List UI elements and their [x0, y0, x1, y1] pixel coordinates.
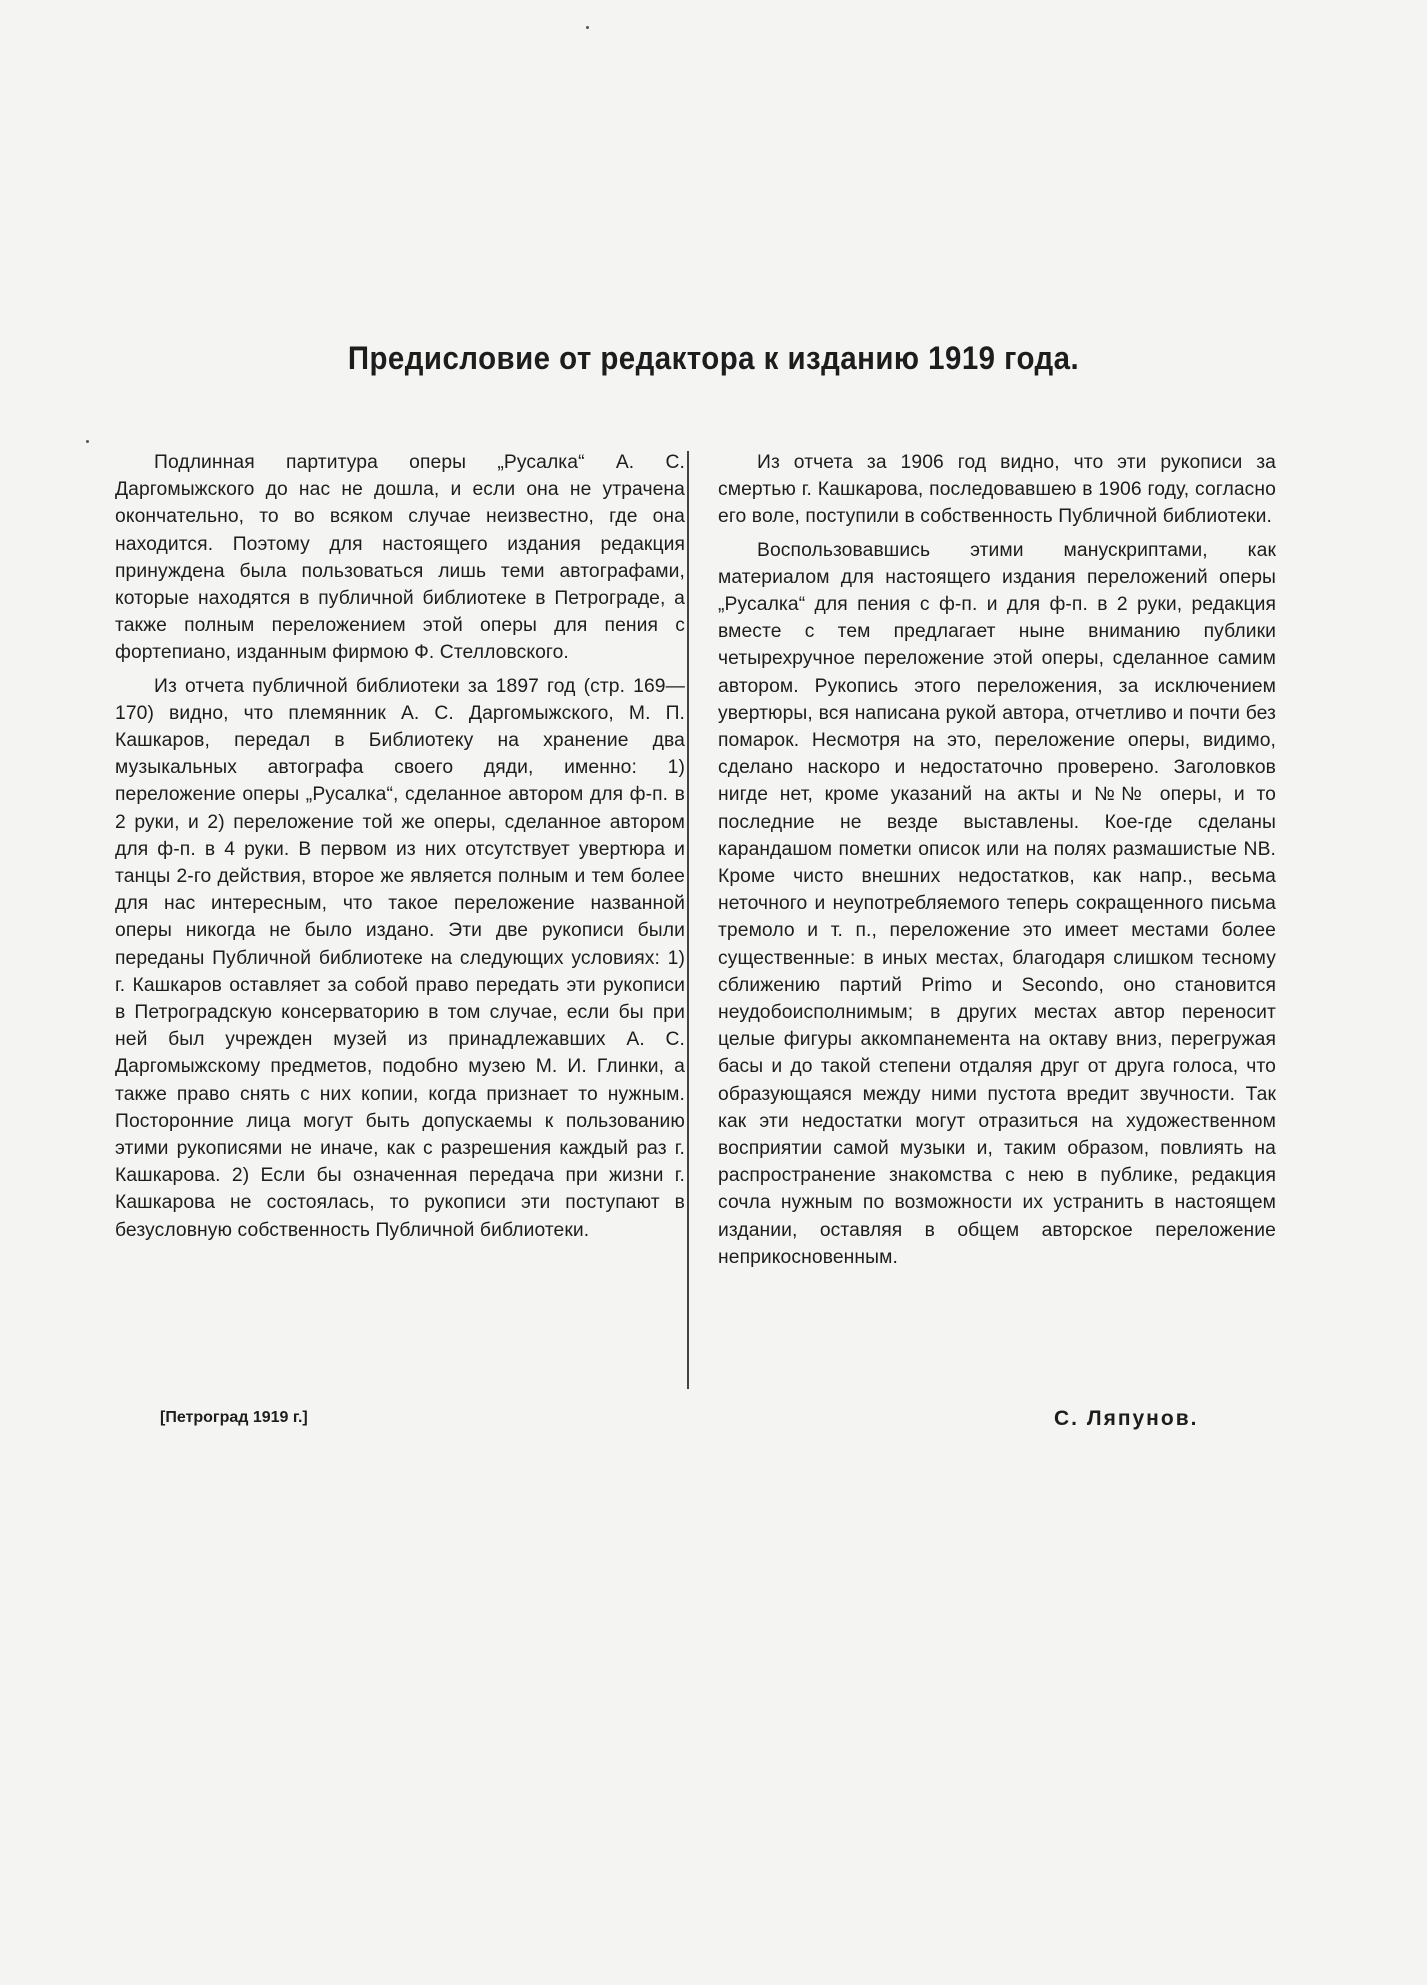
place-date: [Петроград 1919 г.]: [160, 1409, 308, 1426]
signature: С. Ляпунов.: [1054, 1407, 1199, 1430]
page-title: Предисловие от редактора к изданию 1919 года.: [347, 340, 1080, 376]
paragraph: Из отчета публичной библиотеки за 1897 год (стр. 169—170) видно, что племянник А. С. Даргомыжского, М. П. Кашкаров, передал в Библиотеку на хранение два музыкальных автографа своего дяди, именно: 1) переложение оперы „Русалка“, сделанное автором для ф-п. в 2 руки, и 2) переложение той же оперы, сделанное автором для ф-п. в 4 руки. В первом из них отсутствует увертюра и танцы 2-го действия, второе же является полным и тем более для нас интересным, что такое переложение названной оперы никогда не было издано. Эти две рукописи были переданы Публичной библиотеке на следующих условиях: 1) г. Кашкаров оставляет за собой право передать эти рукописи в Петроградскую консерваторию в том случае, если бы при ней был учрежден музей из принадлежавших А. С. Даргомыжскому предметов, подобно музею М. И. Глинки, а также право снять с них копии, когда признает то нужным. Посторонние лица могут быть допускаемы к пользованию этими рукописями не иначе, как с разрешения каждый раз г. Кашкарова. 2) Если бы означенная передача при жизни г. Кашкарова не состоялась, то рукописи эти поступают в безусловную собственность Публичной библиотеки.: [115, 675, 685, 1241]
left-column: [115, 449, 685, 1250]
right-column: [718, 449, 1276, 1277]
column-divider: [687, 451, 689, 1389]
paper-speck: [86, 440, 89, 443]
paragraph: Подлинная партитура оперы „Русалка“ А. С. Даргомыжского до нас не дошла, и если она не утрачена окончательно, то во всяком случае неизвестно, где она находится. Поэтому для настоящего издания редакция принуждена была пользоваться лишь теми автографами, которые находятся в публичной библиотеке в Петрограде, а также полным переложением этой оперы для пения с фортепиано, изданным фирмою Ф. Стелловского.: [115, 452, 685, 664]
paragraph: Воспользовавшись этими манускриптами, как материалом для настоящего издания переложений оперы „Русалка“ для пения с ф-п. и для ф-п. в 2 руки, редакция вместе с тем предлагает ныне вниманию публики четырехручное переложение этой оперы, сделанное самим автором. Рукопись этого переложения, за исключением увертюры, вся написана рукой автора, отчетливо и почти без помарок. Несмотря на это, переложение оперы, видимо, сделано наскоро и недостаточно проверено. Заголовков нигде нет, кроме указаний на акты и №№ оперы, и то последние не везде выставлены. Кое-где сделаны карандашом пометки описок или на полях размашистые NB. Кроме чисто внешних недостатков, как напр., весьма неточного и неупотребляемого теперь сокращенного письма тремоло и т. п., переложение это имеет местами более существенные: в иных местах, благодаря слишком тесному сближению партий Primo и Secondo, оно становится неудобоисполнимым; в других местах автор переносит целые фигуры аккомпанемента на октаву вниз, перегружая басы и до такой степени отдаляя друг от друга голоса, что образующаяся между ними пустота вредит звучности. Так как эти недостатки могут отразиться на художественном восприятии самой музыки и, таким образом, повлиять на распространение знакомства с нею в публике, редакция сочла нужным по возможности их устранить в настоящем издании, оставляя в общем авторское переложение неприкосновенным.: [718, 539, 1276, 1268]
paragraph: Из отчета за 1906 год видно, что эти рукописи за смертью г. Кашкарова, последовавшею в 1906 году, согласно его воле, поступили в собственность Публичной библиотеки.: [718, 452, 1276, 528]
paper-speck: [586, 26, 589, 29]
